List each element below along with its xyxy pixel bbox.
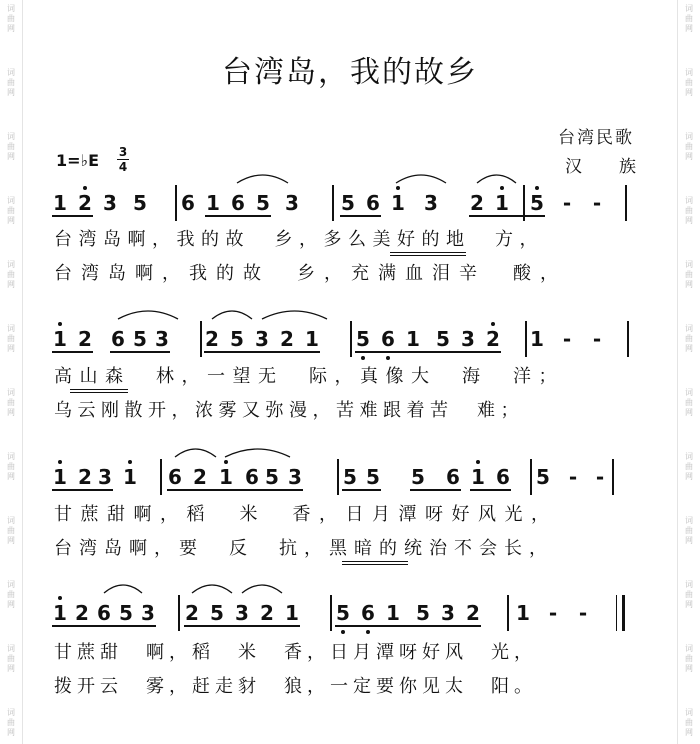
song-origin: 台湾民歌 [558,128,634,148]
meter-top: 3 [118,145,128,159]
slur-arc [477,175,516,183]
jianpu-note: 5 [341,191,355,215]
jianpu-note: 5 [133,191,147,215]
jianpu-note: 3 [141,601,155,625]
watermark-text: 词 曲 网 [685,132,693,161]
jianpu-note: 5 [256,191,270,215]
watermark-text: 词 曲 网 [685,324,693,353]
jianpu-note: 1 [530,327,544,351]
jianpu-note: 5 [356,327,370,351]
watermark-text: 词 曲 网 [685,4,693,33]
jianpu-note: 1 [53,465,67,489]
lyric-line-4-verse-1: 甘蔗甜 啊，稻 米 香，日月潭呀好风 光， [54,642,537,663]
jianpu-note: 5 [230,327,244,351]
jianpu-note: 5 [210,601,224,625]
jianpu-note: 5 [416,601,430,625]
dash-note: - [568,465,578,489]
jianpu-note: 1 [53,327,67,351]
jianpu-note: 1 [53,191,67,215]
slur-arc [175,449,216,457]
lyric-line-4-verse-2: 拨开云 雾，赶走豺 狼，一定要你见太 阳。 [54,676,537,697]
watermark-text: 词 曲 网 [7,68,15,97]
dash-note: - [592,327,602,351]
song-title: 台湾岛，我的故乡 [222,55,478,90]
watermark-text: 词 曲 网 [7,388,15,417]
lyric-line-1-verse-2: 台湾岛啊，我的故 乡，充满血泪辛 酸， [54,263,567,284]
jianpu-note: 3 [103,191,117,215]
jianpu-note: 6 [97,601,111,625]
jianpu-note: 1 [471,465,485,489]
jianpu-note: 3 [285,191,299,215]
watermark-text: 词 曲 网 [685,580,693,609]
watermark-text: 词 曲 网 [685,68,693,97]
jianpu-note: 3 [288,465,302,489]
watermark-text: 词 曲 网 [685,644,693,673]
jianpu-note: 2 [78,465,92,489]
dash-note: - [562,327,572,351]
dash-note: - [562,191,572,215]
watermark-text: 词 曲 网 [7,580,15,609]
jianpu-note: 2 [205,327,219,351]
jianpu-note: 5 [336,601,350,625]
jianpu-note: 3 [424,191,438,215]
lyric-line-2-verse-1: 高山森 林，一望无 际，真像大 海 洋； [54,366,564,387]
jianpu-note: 5 [436,327,450,351]
watermark-text: 词 曲 网 [7,132,15,161]
jianpu-note: 6 [168,465,182,489]
jianpu-note: 1 [406,327,420,351]
jianpu-note: 2 [78,191,92,215]
slur-arc [118,311,178,319]
dash-note: - [578,601,588,625]
slur-arc [212,311,252,319]
watermark-text: 词 曲 网 [685,196,693,225]
jianpu-note: 3 [155,327,169,351]
slur-arc [192,585,232,593]
jianpu-note: 5 [343,465,357,489]
watermark-text: 词 曲 网 [685,260,693,289]
watermark-text: 词 曲 网 [685,516,693,545]
slur-arc [242,585,282,593]
watermark-text: 词 曲 网 [7,708,15,737]
jianpu-note: 5 [133,327,147,351]
jianpu-note: 6 [366,191,380,215]
jianpu-note: 1 [391,191,405,215]
jianpu-note: 6 [111,327,125,351]
watermark-text: 词 曲 网 [7,516,15,545]
key-signature: 1=♭E [56,151,100,170]
jianpu-note: 2 [486,327,500,351]
jianpu-note: 1 [206,191,220,215]
jianpu-note: 1 [219,465,233,489]
watermark-text: 词 曲 网 [7,644,15,673]
jianpu-note: 2 [185,601,199,625]
jianpu-note: 5 [119,601,133,625]
slur-arc [237,175,288,183]
jianpu-note: 6 [231,191,245,215]
jianpu-note: 5 [411,465,425,489]
jianpu-note: 6 [361,601,375,625]
jianpu-note: 5 [366,465,380,489]
jianpu-note: 3 [461,327,475,351]
jianpu-note: 5 [536,465,550,489]
watermark-text: 词 曲 网 [7,196,15,225]
jianpu-note: 1 [285,601,299,625]
jianpu-note: 1 [516,601,530,625]
jianpu-note: 6 [446,465,460,489]
watermark-text: 词 曲 网 [685,708,693,737]
jianpu-note: 1 [386,601,400,625]
watermark-text: 词 曲 网 [7,324,15,353]
jianpu-note: 6 [181,191,195,215]
slur-arc [396,175,446,183]
lyric-line-2-verse-2: 乌云刚散开，浓雾又弥漫，苦难跟着苦 难； [54,400,524,421]
song-ethnic-group: 汉 族 [565,157,646,177]
slur-arc [225,449,290,457]
jianpu-note: 1 [123,465,137,489]
watermark-text: 词 曲 网 [7,452,15,481]
jianpu-note: 3 [441,601,455,625]
lyric-line-1-verse-1: 台湾岛啊，我的故 乡，多么美好的地 方， [54,229,544,250]
jianpu-note: 2 [78,327,92,351]
watermark-text: 词 曲 网 [685,388,693,417]
slur-arc [104,585,142,593]
slur-arc [262,311,327,319]
jianpu-note: 2 [470,191,484,215]
jianpu-note: 5 [530,191,544,215]
jianpu-note: 3 [255,327,269,351]
dash-note: - [548,601,558,625]
jianpu-note: 2 [280,327,294,351]
jianpu-note: 2 [75,601,89,625]
watermark-text: 词 曲 网 [7,260,15,289]
jianpu-note: 6 [496,465,510,489]
jianpu-note: 2 [193,465,207,489]
dash-note: - [592,191,602,215]
jianpu-note: 2 [260,601,274,625]
jianpu-note: 3 [235,601,249,625]
jianpu-note: 6 [381,327,395,351]
jianpu-note: 3 [98,465,112,489]
jianpu-note: 1 [53,601,67,625]
jianpu-note: 2 [466,601,480,625]
dash-note: - [595,465,605,489]
lyric-line-3-verse-1: 甘蔗甜啊，稻 米 香，日月潭呀好风光， [54,504,558,525]
watermark-text: 词 曲 网 [685,452,693,481]
watermark-text: 词 曲 网 [7,4,15,33]
lyric-line-3-verse-2: 台湾岛啊，要 反 抗，黑暗的统治不会长， [54,538,554,559]
meter-bottom: 4 [118,160,128,174]
jianpu-note: 5 [265,465,279,489]
jianpu-note: 1 [495,191,509,215]
jianpu-note: 6 [245,465,259,489]
jianpu-note: 1 [305,327,319,351]
